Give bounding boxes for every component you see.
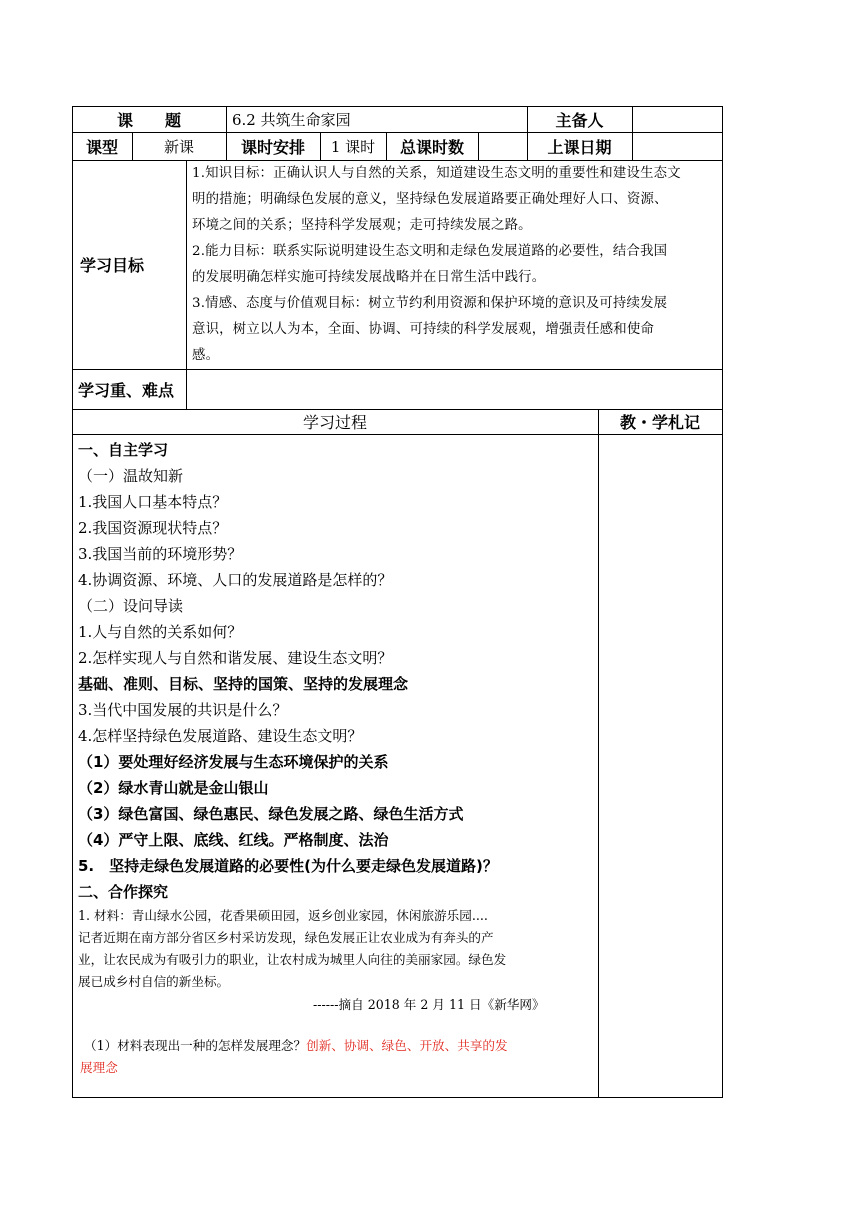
class-date-label: 上课日期 (547, 137, 612, 157)
guided-answer: （3）绿色富国、绿色惠民、绿色发展之路、绿色生活方式 (78, 805, 464, 823)
table-rule (722, 106, 723, 1098)
guided-answer: （1）要处理好经济发展与生态环境保护的关系 (78, 753, 389, 771)
review-question: 4.协调资源、环境、人口的发展道路是怎样的？ (78, 571, 393, 589)
table-rule (72, 106, 73, 1098)
material-source: ------摘自 2018 年 2 月 11 日《新华网》 (313, 997, 545, 1012)
table-rule (72, 1097, 723, 1098)
answer-text-continued: 展理念 (80, 1060, 118, 1075)
guided-answer: （4）严守上限、底线、红线。严格制度、法治 (78, 831, 389, 849)
table-rule (598, 409, 599, 1098)
objective-line: 3.情感、态度与价值观目标：树立节约利用资源和保护环境的意识及可持续发展 (192, 296, 668, 311)
guided-question: 3.当代中国发展的共识是什么？ (78, 701, 288, 719)
material-line: 展已成乡村自信的新坐标。 (78, 974, 230, 989)
answer-text: 创新、协调、绿色、开放、共享的发 (306, 1038, 508, 1053)
material-line: 记者近期在南方部分省区乡村采访发现，绿色发展正让农业成为有奔头的产 (78, 930, 494, 945)
notes-header: 教・学札记 (619, 413, 700, 432)
lesson-type-value: 新课 (163, 137, 194, 156)
table-rule (226, 106, 227, 132)
subsection-guided: （二）设问导读 (78, 597, 184, 615)
total-hours-value (478, 132, 527, 160)
guided-question: 1.人与自然的关系如何？ (78, 623, 243, 641)
question-text: （1）材料表现出一种的怎样发展理念？ (84, 1038, 307, 1053)
guided-question: 4.怎样坚持绿色发展道路、建设生态文明？ (78, 727, 363, 745)
guided-question: 2.怎样实现人与自然和谐发展、建设生态文明？ (78, 649, 393, 667)
guided-answer: 基础、准则、目标、坚持的国策、坚持的发展理念 (78, 675, 409, 693)
lesson-type-label: 课型 (85, 137, 118, 157)
exploration-question (84, 1035, 508, 1057)
objective-line: 明的措施；明确绿色发展的意义，坚持绿色发展道路要正确处理好人口、资源、 (192, 192, 668, 207)
guided-answer: （2）绿水青山就是金山银山 (78, 779, 269, 797)
material-line: 业，让农民成为有吸引力的职业，让农村成为城里人向往的美丽家园。绿色发 (78, 952, 507, 967)
keypoints-value (192, 369, 718, 409)
topic-label: 课 题 (116, 110, 181, 130)
table-rule (186, 160, 187, 409)
subsection-review: （一）温故知新 (78, 467, 184, 485)
guided-question-bold: 5. 坚持走绿色发展道路的必要性(为什么要走绿色发展道路)？ (78, 857, 498, 875)
objectives-text (192, 161, 718, 369)
preparer-value (632, 106, 722, 132)
table-rule (72, 434, 723, 435)
objective-line: 环境之间的关系；坚持科学发展观；走可持续发展之路。 (192, 218, 532, 233)
objective-line: 意识，树立以人为本，全面、协调、可持续的科学发展观，增强责任感和使命 (192, 322, 655, 337)
section-cooperative: 二、合作探究 (78, 883, 169, 901)
material-line: 1. 材料：青山绿水公园，花香果硕田园，返乡创业家园，休闲旅游乐园.... (78, 908, 488, 923)
class-date-value (632, 132, 722, 160)
preparer-label: 主备人 (555, 110, 604, 130)
objectives-label: 学习目标 (80, 256, 145, 275)
objective-line: 感。 (192, 348, 220, 363)
review-question: 3.我国当前的环境形势？ (78, 545, 243, 563)
process-header: 学习过程 (302, 413, 367, 432)
schedule-value: 1 课时 (330, 137, 376, 156)
review-question: 2.我国资源现状特点？ (78, 519, 228, 537)
keypoints-label: 学习重、难点 (78, 380, 175, 400)
schedule-label: 课时安排 (240, 137, 305, 157)
objective-line: 1.知识目标：正确认识人与自然的关系，知道建设生态文明的重要性和建设生态文 (192, 166, 681, 181)
review-question: 1.我国人口基本特点？ (78, 493, 228, 511)
topic-value: 6.2 共筑生命家园 (232, 110, 351, 129)
total-hours-label: 总课时数 (399, 137, 464, 157)
objective-line: 2.能力目标：联系实际说明建设生态文明和走绿色发展道路的必要性，结合我国 (192, 244, 668, 259)
objective-line: 的发展明确怎样实施可持续发展战略并在日常生活中践行。 (192, 270, 546, 285)
section-self-study: 一、自主学习 (78, 441, 169, 459)
